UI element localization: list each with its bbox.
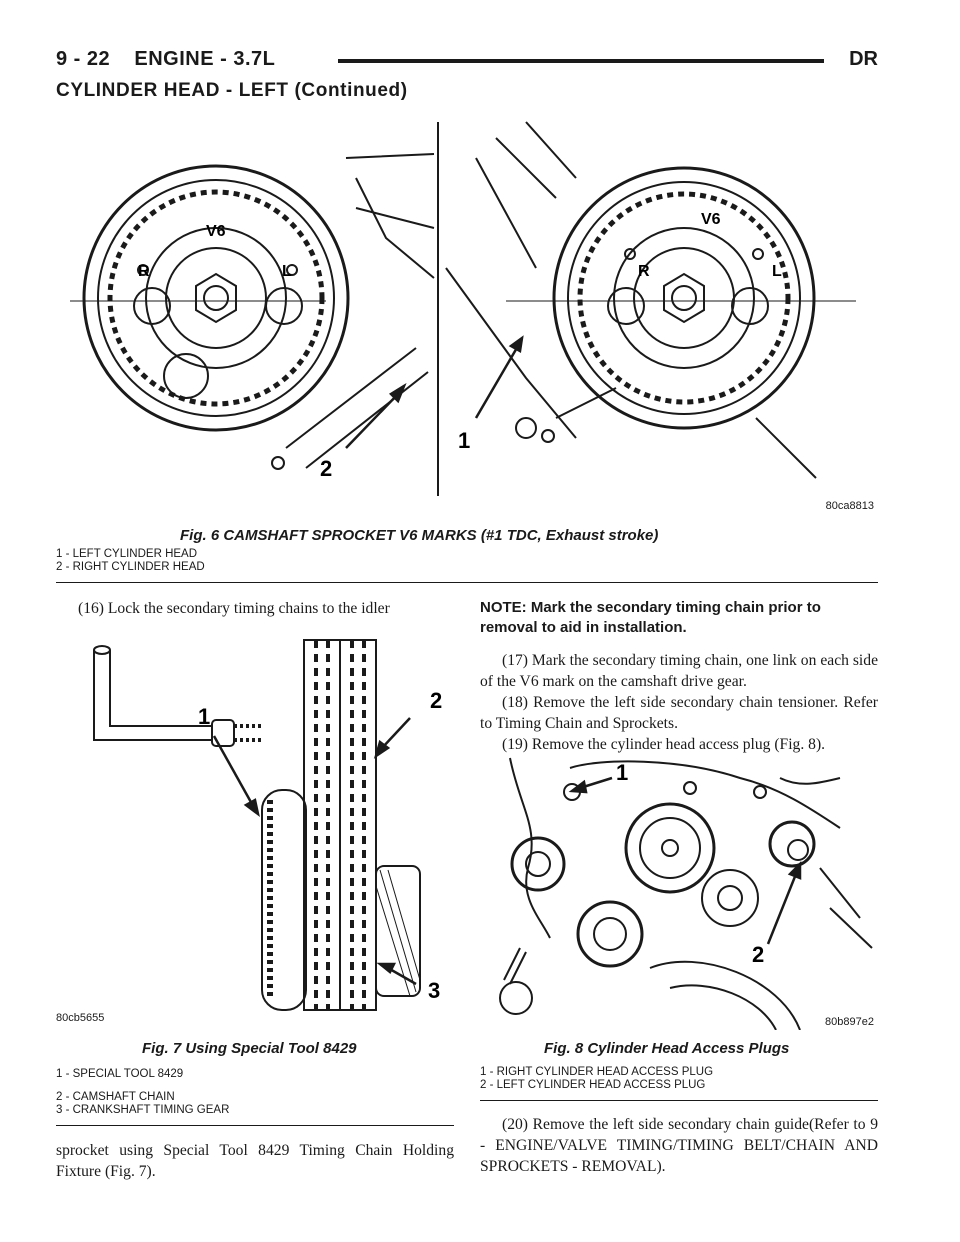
step-16-end: sprocket using Special Tool 8429 Timing Chain Holding Fixture (Fig. 7). (56, 1142, 454, 1180)
camshaft-sprocket-illustration (56, 118, 878, 502)
access-plugs-illustration (480, 748, 878, 1030)
fig6-callout-1: 1 (458, 428, 471, 453)
special-tool-illustration (56, 630, 454, 1026)
fig7-legend-item: 1 - SPECIAL TOOL 8429 (56, 1068, 184, 1080)
step-20: (20) Remove the left side secondary chain guide(Refer to 9 - ENGINE/VALVE TIMING/TIMING BELT/CHAIN AND SPROCKETS - REMOVAL). (480, 1116, 878, 1175)
fig8-rule (480, 1100, 878, 1101)
fig6-legend-item: 2 - RIGHT CYLINDER HEAD (56, 561, 205, 573)
fig6-mark-v6-right: V6 (701, 211, 721, 228)
note-mark-chain: NOTE: Mark the secondary timing chain prior to removal to aid in installation. (480, 599, 821, 636)
right-column-text (480, 598, 878, 755)
fig8-code: 80b897e2 (825, 1016, 874, 1028)
fig7-callout-3: 3 (428, 978, 441, 1003)
fig6-legend (56, 548, 205, 574)
figure-6-camshaft-sprocket (56, 118, 878, 512)
fig6-code: 80ca8813 (825, 500, 874, 512)
fig6-legend-item: 1 - LEFT CYLINDER HEAD (56, 548, 198, 560)
fig7-callout-2: 2 (430, 688, 443, 713)
model-code: DR (849, 48, 878, 70)
fig6-mark-r-right: R (638, 263, 650, 280)
header-rule (338, 59, 824, 63)
fig7-legend-item: 3 - CRANKSHAFT TIMING GEAR (56, 1104, 230, 1116)
fig7-code: 80cb5655 (56, 1012, 105, 1024)
fig8-legend-item: 2 - LEFT CYLINDER HEAD ACCESS PLUG (480, 1079, 706, 1091)
fig7-title: Fig. 7 Using Special Tool 8429 (142, 1040, 357, 1057)
fig8-legend (480, 1066, 713, 1092)
fig8-title: Fig. 8 Cylinder Head Access Plugs (544, 1040, 790, 1057)
fig8-legend-item: 1 - RIGHT CYLINDER HEAD ACCESS PLUG (480, 1066, 714, 1078)
fig6-mark-v6-left: V6 (206, 223, 226, 240)
fig8-callout-2: 2 (752, 942, 765, 967)
fig6-callout-2: 2 (320, 456, 333, 481)
figure-7-special-tool (56, 630, 454, 1026)
fig6-mark-l-right: L (772, 263, 782, 280)
section-title: CYLINDER HEAD - LEFT (Continued) (56, 80, 408, 101)
step-19: (19) Remove the cylinder head access plug (Fig. 8). (502, 736, 826, 753)
fig6-rule (56, 582, 878, 583)
fig7-legend (56, 1068, 229, 1117)
step-16-start: (16) Lock the secondary timing chains to the idler (78, 600, 390, 617)
fig6-title: Fig. 6 CAMSHAFT SPROCKET V6 MARKS (#1 TDC, Exhaust stroke) (180, 527, 659, 544)
figure-8-access-plugs (480, 748, 878, 1030)
fig7-legend-item: 2 - CAMSHAFT CHAIN (56, 1091, 175, 1103)
step-18: (18) Remove the left side secondary chain tensioner. Refer to Timing Chain and Sprockets. (480, 694, 878, 732)
page-number-and-chapter: 9 - 22 ENGINE - 3.7L (56, 48, 276, 70)
fig7-rule (56, 1125, 454, 1126)
step-17: (17) Mark the secondary timing chain, one link on each side of the V6 mark on the camshaft drive gear. (480, 652, 878, 690)
page-header (56, 48, 878, 74)
fig7-callout-1: 1 (198, 704, 211, 729)
fig6-mark-r-left: R (138, 263, 150, 280)
fig8-callout-1: 1 (616, 760, 629, 785)
fig6-mark-l-left: L (282, 263, 292, 280)
